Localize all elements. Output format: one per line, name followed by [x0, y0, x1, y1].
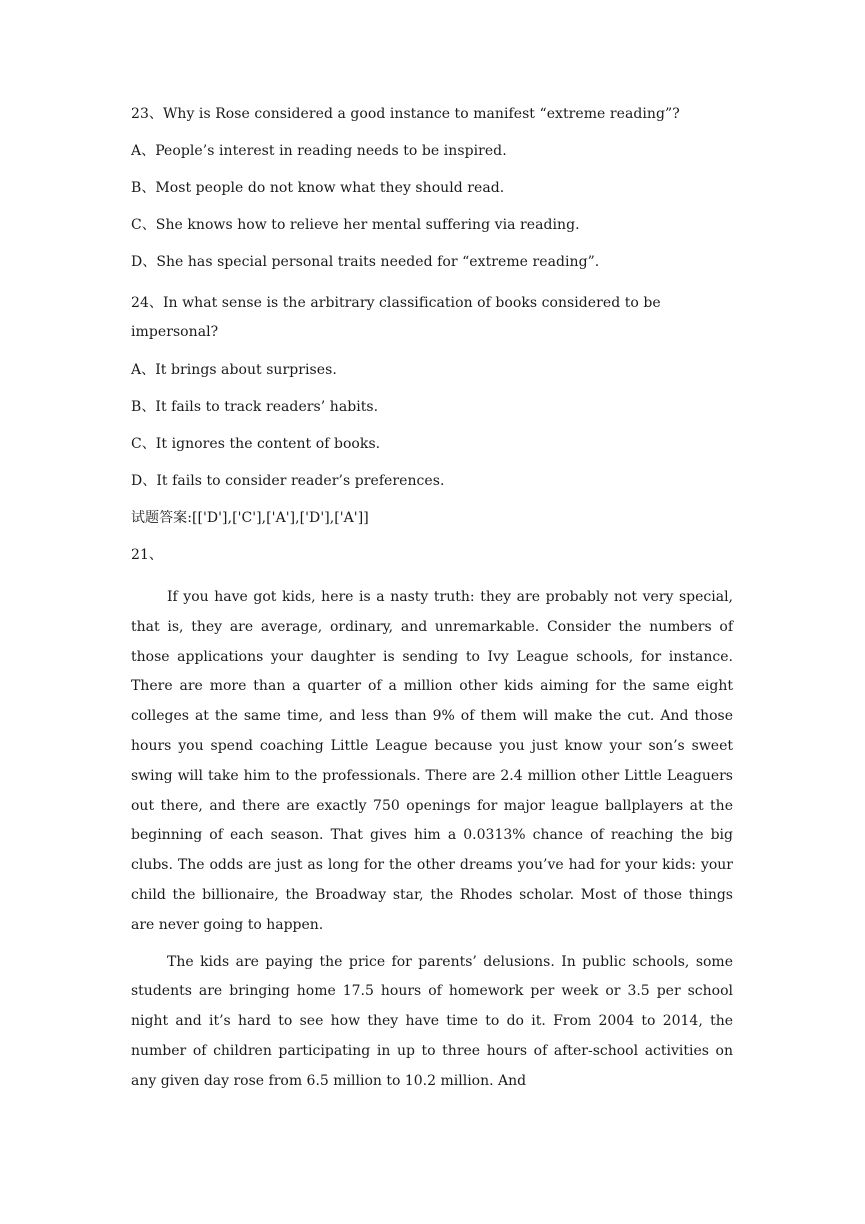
question-23-option-b: B、Most people do not know what they should read.	[131, 180, 505, 196]
question-23-stem: 23、Why is Rose considered a good instance to manifest “extreme reading”?	[131, 106, 680, 122]
question-24-option-c: C、It ignores the content of books.	[131, 436, 381, 452]
answer-key: 试题答案:[['D'],['C'],['A'],['D'],['A']]	[131, 510, 369, 526]
question-24-stem: 24、In what sense is the arbitrary classification of books considered to be impersonal?	[131, 295, 661, 340]
passage-paragraph-2: The kids are paying the price for parents’ delusions. In public schools, some students are bringing home 17.5 hours of homework per week or 3.5 per school night and it’s hard to see how they have time to do it. From 2004 to 2014, the number of children participating in up to three hours of after-school activities on any given day rose from 6.5 million to 10.2 million. And	[131, 953, 733, 1089]
passage-paragraph-1: If you have got kids, here is a nasty truth: they are probably not very special, that is, they are average, ordinary, and unremarkable. Consider the numbers of those applications your daughter is sending to Ivy League schools, for instance. There are more than a quarter of a million other kids aiming for the same eight colleges at the same time, and less than 9% of them will make the cut. And those hours you spend coaching Little League because you just know your son’s sweet swing will take him to the professionals. There are 2.4 million other Little Leaguers out there, and there are exactly 750 openings for major league ballplayers at the beginning of each season. That gives him a 0.0313% chance of reaching the big clubs. The odds are just as long for the other dreams you’ve had for your kids: your child the billionaire, the Broadway star, the Rhodes scholar. Most of those things are never going to happen.	[131, 589, 733, 933]
question-24-option-b: B、It fails to track readers’ habits.	[131, 399, 379, 415]
question-23-option-c: C、She knows how to relieve her mental suffering via reading.	[131, 217, 580, 233]
question-21-number: 21、	[131, 547, 163, 563]
question-24-option-d: D、It fails to consider reader’s preferences.	[131, 473, 445, 489]
document-page	[131, 104, 733, 1097]
question-23-option-a: A、People’s interest in reading needs to be inspired.	[131, 143, 507, 159]
question-23-option-d: D、She has special personal traits needed for “extreme reading”.	[131, 254, 600, 270]
question-24-option-a: A、It brings about surprises.	[131, 362, 337, 378]
